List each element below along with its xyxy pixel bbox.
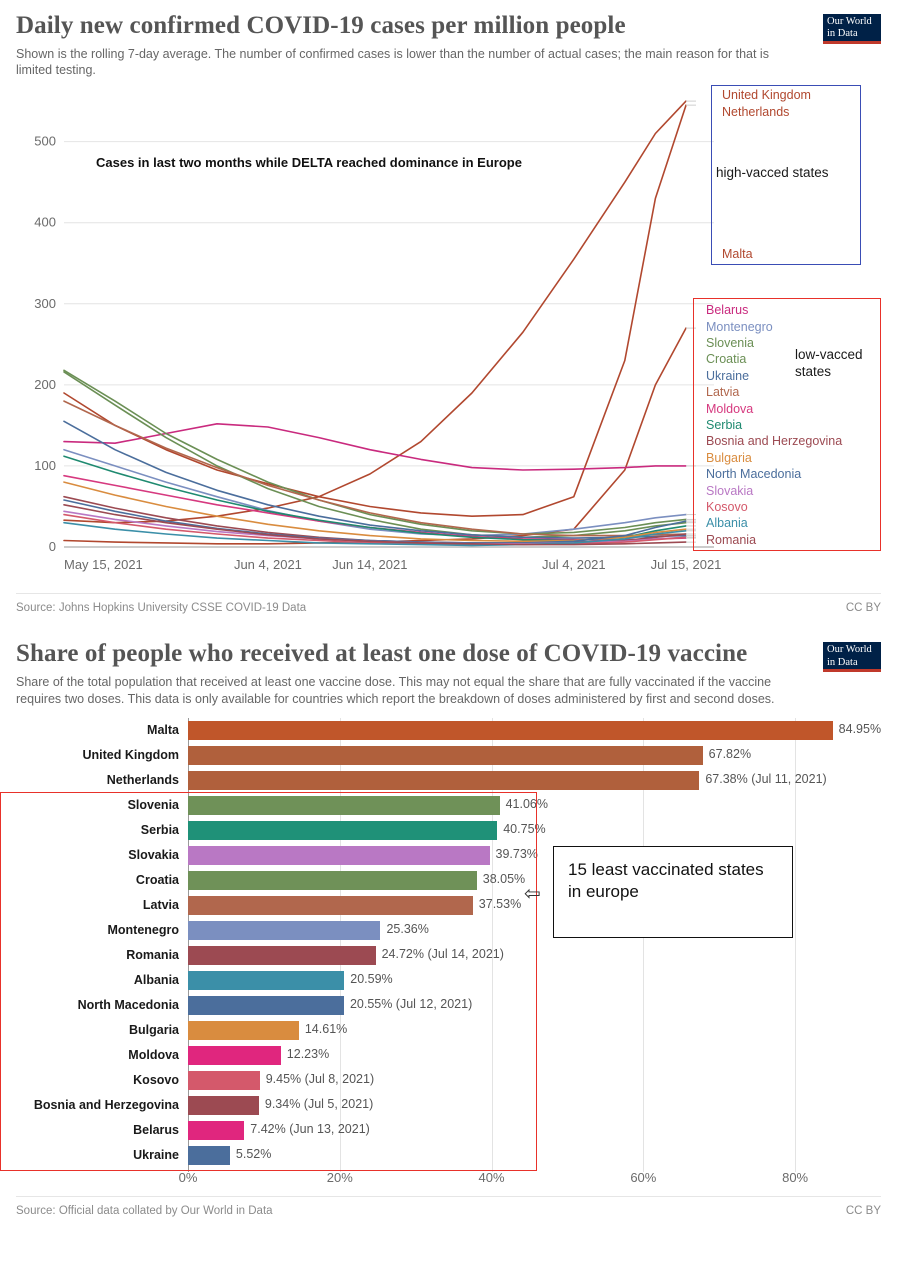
legend-item-romania[interactable]: Romania bbox=[706, 532, 757, 547]
bar-value-label: 38.05% bbox=[482, 871, 526, 886]
bar-value-label: 40.75% bbox=[503, 821, 546, 836]
bar-fill bbox=[188, 921, 380, 940]
bar-x-axis bbox=[178, 1168, 881, 1190]
line-chart-panel bbox=[0, 0, 897, 614]
bar-fill bbox=[188, 771, 699, 790]
bar-track bbox=[188, 968, 881, 993]
owid-logo-line2: in Data bbox=[827, 28, 858, 40]
low-vacced-group-label-text: low-vacced states bbox=[795, 347, 863, 380]
legend-item-malta[interactable]: Malta bbox=[722, 247, 753, 262]
callout-arrow-icon: ⇦ bbox=[524, 882, 541, 905]
bar-row[interactable] bbox=[16, 968, 881, 993]
bar-fill bbox=[188, 1046, 281, 1065]
bar-track bbox=[188, 1118, 881, 1143]
owid-logo-2-line1: Our World bbox=[827, 644, 872, 656]
line-series bbox=[64, 371, 686, 535]
chart-subtitle: Shown is the rolling 7-day average. The number of confirmed cases is lower than the number of actual cases; the main reason for that is limited testing. bbox=[16, 46, 769, 78]
x-tick-label: 20% bbox=[326, 1169, 353, 1185]
bar-fill bbox=[188, 996, 344, 1015]
bar-fill bbox=[188, 896, 473, 915]
bar-fill bbox=[188, 1096, 259, 1115]
y-tick-label: 300 bbox=[34, 296, 56, 312]
bar-row[interactable] bbox=[16, 743, 881, 768]
bar-track bbox=[188, 818, 881, 843]
bar-fill bbox=[188, 1121, 244, 1140]
bar-value-label: 67.38% (Jul 11, 2021) bbox=[705, 771, 827, 786]
bar-fill bbox=[188, 871, 477, 890]
legend-item-ukraine[interactable]: Ukraine bbox=[706, 368, 750, 383]
line-series bbox=[64, 372, 686, 537]
bar-row[interactable] bbox=[16, 768, 881, 793]
bar-fill bbox=[188, 946, 376, 965]
y-tick-label: 0 bbox=[48, 539, 56, 555]
bar-value-label: 12.23% bbox=[286, 1046, 330, 1061]
bar-value-label: 20.59% bbox=[350, 971, 393, 986]
high-vacced-group-label: high-vacced states bbox=[716, 165, 829, 181]
bar-row[interactable] bbox=[16, 1118, 881, 1143]
bar-fill bbox=[188, 821, 497, 840]
bar-row[interactable] bbox=[16, 943, 881, 968]
legend-item-montenegro[interactable]: Montenegro bbox=[706, 319, 773, 334]
bar-row[interactable] bbox=[16, 1143, 881, 1168]
bar-label: Latvia bbox=[142, 898, 179, 912]
line-chart-plot-area bbox=[16, 85, 881, 585]
bar-label: Kosovo bbox=[133, 1073, 179, 1087]
bar-fill bbox=[188, 1071, 260, 1090]
bar-track bbox=[188, 1068, 881, 1093]
legend-item-serbia[interactable]: Serbia bbox=[706, 418, 743, 433]
bar-row[interactable] bbox=[16, 1018, 881, 1043]
x-tick-label: 40% bbox=[478, 1169, 505, 1185]
bar-value-label: 25.36% bbox=[386, 921, 429, 936]
bar-chart-license[interactable]: CC BY bbox=[845, 1204, 881, 1217]
bar-fill bbox=[188, 721, 833, 740]
bar-value-label: 14.61% bbox=[304, 1021, 348, 1036]
legend-item-belarus[interactable]: Belarus bbox=[706, 303, 749, 318]
bar-value-label: 5.52% bbox=[235, 1146, 272, 1161]
legend-item-north-macedonia[interactable]: North Macedonia bbox=[706, 467, 802, 482]
bar-row[interactable] bbox=[16, 793, 881, 818]
legend-item-united-kingdom[interactable]: United Kingdom bbox=[722, 88, 811, 103]
bar-label: Bosnia and Herzegovina bbox=[33, 1098, 179, 1112]
bar-label: Belarus bbox=[133, 1123, 179, 1137]
x-tick-label: 0% bbox=[178, 1169, 198, 1185]
x-tick-label: Jun 4, 2021 bbox=[233, 557, 302, 573]
bar-row[interactable] bbox=[16, 993, 881, 1018]
legend-item-slovenia[interactable]: Slovenia bbox=[706, 336, 754, 351]
bar-fill bbox=[188, 1021, 299, 1040]
bar-track bbox=[188, 718, 881, 743]
legend-item-bulgaria[interactable]: Bulgaria bbox=[706, 450, 752, 465]
legend-item-netherlands[interactable]: Netherlands bbox=[722, 105, 790, 120]
bar-label: Croatia bbox=[135, 873, 179, 887]
page-title: Daily new confirmed COVID-19 cases per million people bbox=[16, 12, 626, 39]
bar-chart-footer bbox=[16, 1196, 881, 1217]
legend-item-croatia[interactable]: Croatia bbox=[706, 352, 747, 367]
least-vaccinated-callout-text: 15 least vaccinated states in europe bbox=[568, 859, 764, 902]
y-tick-label: 400 bbox=[34, 214, 56, 230]
bar-label: Albania bbox=[133, 973, 179, 987]
x-tick-label: 60% bbox=[630, 1169, 657, 1185]
bar-label: Slovakia bbox=[128, 848, 179, 862]
bar-chart-subtitle: Share of the total population that received at least one vaccine dose. This may not equal the share that are fully vaccinated if the vaccine requires two doses. This data is only available for countries which report the breakdown of doses administered by first and second doses. bbox=[16, 674, 775, 706]
bar-label: Montenegro bbox=[107, 923, 179, 937]
bar-chart-title: Share of people who received at least one dose of COVID-19 vaccine bbox=[16, 640, 748, 668]
x-tick-label: 80% bbox=[782, 1169, 809, 1185]
x-tick-label: Jul 4, 2021 bbox=[542, 557, 606, 573]
bar-label: North Macedonia bbox=[77, 998, 179, 1012]
bar-track bbox=[188, 1043, 881, 1068]
line-chart-source: Source: Johns Hopkins University CSSE COVID-19 Data bbox=[16, 602, 307, 615]
bar-rows bbox=[16, 718, 881, 1168]
bar-track bbox=[188, 793, 881, 818]
bar-label: Moldova bbox=[128, 1048, 179, 1062]
bar-label: Romania bbox=[126, 948, 179, 962]
bar-label: Malta bbox=[147, 723, 179, 737]
legend-item-moldova[interactable]: Moldova bbox=[706, 401, 754, 416]
owid-logo bbox=[823, 14, 881, 44]
line-chart-footer bbox=[16, 593, 881, 614]
bar-value-label: 24.72% (Jul 14, 2021) bbox=[381, 946, 504, 961]
y-tick-label: 500 bbox=[34, 133, 56, 149]
bar-label: Serbia bbox=[140, 823, 179, 837]
bar-value-label: 9.45% (Jul 8, 2021) bbox=[265, 1071, 375, 1086]
bar-track bbox=[188, 768, 881, 793]
bar-value-label: 67.82% bbox=[708, 746, 752, 761]
bar-label: Slovenia bbox=[127, 798, 179, 812]
bar-chart-plot-area bbox=[16, 718, 881, 1188]
bar-label: Ukraine bbox=[133, 1148, 179, 1162]
bar-track bbox=[188, 943, 881, 968]
bar-value-label: 37.53% bbox=[478, 896, 522, 911]
bar-value-label: 20.55% (Jul 12, 2021) bbox=[349, 996, 473, 1011]
bar-track bbox=[188, 743, 881, 768]
bar-value-label: 9.34% (Jul 5, 2021) bbox=[264, 1096, 374, 1111]
low-vacced-group-label bbox=[795, 347, 885, 381]
legend-item-albania[interactable]: Albania bbox=[706, 516, 748, 531]
bar-label: Bulgaria bbox=[128, 1023, 179, 1037]
x-tick-label: May 15, 2021 bbox=[64, 557, 143, 573]
bar-track bbox=[188, 1093, 881, 1118]
owid-logo-line1: Our World bbox=[827, 16, 872, 27]
y-tick-label: 100 bbox=[34, 458, 56, 474]
bar-row[interactable] bbox=[16, 1043, 881, 1068]
owid-logo-2-line2: in Data bbox=[827, 656, 858, 668]
bar-track bbox=[188, 1018, 881, 1043]
bar-fill bbox=[188, 846, 490, 865]
legend-item-latvia[interactable]: Latvia bbox=[706, 385, 740, 400]
legend-item-kosovo[interactable]: Kosovo bbox=[706, 500, 748, 515]
bar-fill bbox=[188, 1146, 230, 1165]
bar-track bbox=[188, 993, 881, 1018]
bar-row[interactable] bbox=[16, 1068, 881, 1093]
bar-fill bbox=[188, 971, 344, 990]
bar-row[interactable] bbox=[16, 818, 881, 843]
x-tick-label: Jul 15, 2021 bbox=[650, 557, 722, 573]
bar-label: Netherlands bbox=[106, 773, 179, 787]
bar-chart-source: Source: Official data collated by Our World in Data bbox=[16, 1204, 273, 1217]
bar-value-label: 41.06% bbox=[505, 796, 548, 811]
bar-track bbox=[188, 1143, 881, 1168]
y-tick-label: 200 bbox=[34, 377, 56, 393]
delta-annotation: Cases in last two months while DELTA reached dominance in Europe bbox=[96, 155, 522, 171]
legend-item-bosnia-and-herzegovina[interactable]: Bosnia and Herzegovina bbox=[706, 434, 843, 449]
bar-fill bbox=[188, 796, 500, 815]
bar-value-label: 39.73% bbox=[495, 846, 538, 861]
bar-label: United Kingdom bbox=[82, 748, 179, 762]
least-vaccinated-callout bbox=[553, 846, 793, 938]
legend-item-slovakia[interactable]: Slovakia bbox=[706, 483, 754, 498]
bar-fill bbox=[188, 746, 703, 765]
x-tick-label: Jun 14, 2021 bbox=[332, 557, 408, 573]
owid-logo-2 bbox=[823, 642, 881, 672]
bar-row[interactable] bbox=[16, 1093, 881, 1118]
bar-value-label: 7.42% (Jun 13, 2021) bbox=[250, 1121, 370, 1136]
line-chart-license[interactable]: CC BY bbox=[845, 602, 881, 615]
bar-chart-panel bbox=[0, 628, 897, 1216]
bar-row[interactable] bbox=[16, 718, 881, 743]
bar-value-label: 84.95% bbox=[838, 721, 882, 736]
